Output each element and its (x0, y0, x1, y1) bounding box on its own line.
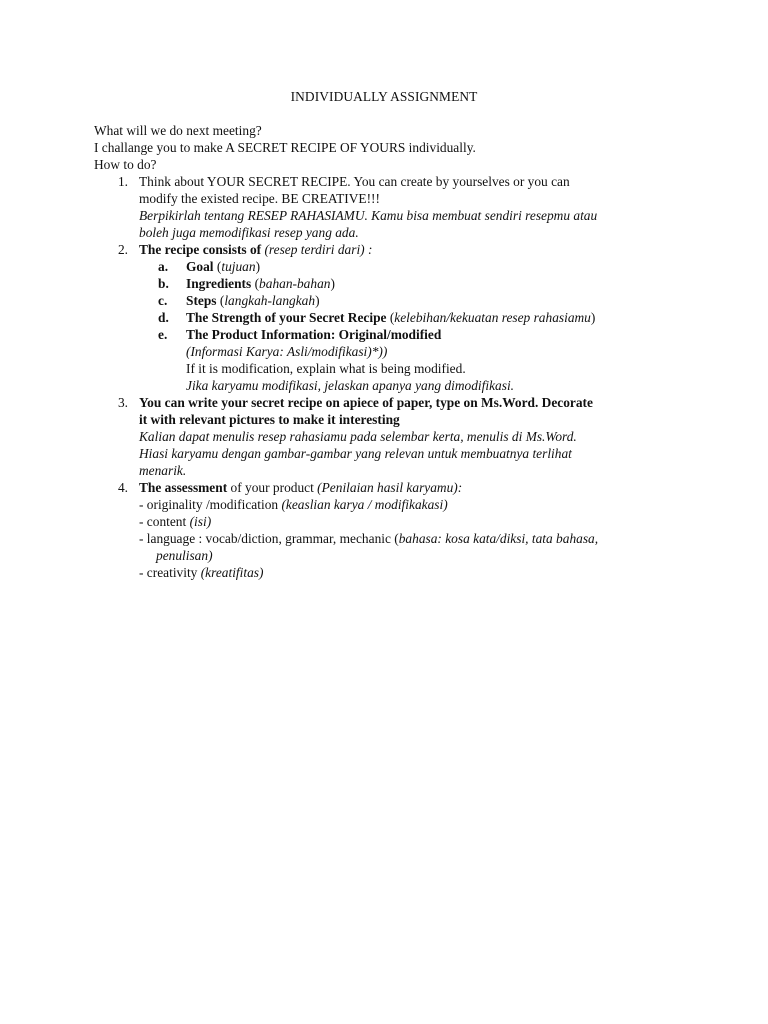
intro-line: How to do? (94, 157, 157, 172)
sub-heading: Steps (186, 293, 217, 308)
criteria-item (94, 496, 694, 513)
sub-heading: Goal (186, 259, 214, 274)
intro-line: I challange you to make A SECRET RECIPE OF YOURS individually. (94, 140, 476, 155)
item-number: 4. (117, 480, 128, 495)
document-body (94, 122, 694, 581)
criteria-label: - language : vocab/diction, grammar, mechanic ( (139, 531, 399, 546)
intro-line: What will we do next meeting? (94, 123, 262, 138)
document-title: INDIVIDUALLY ASSIGNMENT (290, 89, 478, 104)
criteria-label: - originality /modification (139, 497, 282, 512)
item-number: 2. (117, 242, 128, 257)
sub-letter: b. (158, 276, 169, 291)
sub-note-translation: Jika karyamu modifikasi, jelaskan apanya yang dimodifikasi. (186, 378, 515, 393)
item-number: 1. (117, 174, 128, 189)
criteria-translation: (keaslian karya / modifikakasi) (281, 497, 448, 512)
sub-heading: The Strength of your Secret Recipe (186, 310, 387, 325)
sub-heading: The Product Information: Original/modified (186, 327, 442, 342)
criteria-item (94, 530, 694, 547)
sub-translation: tujuan (221, 259, 256, 274)
sub-item-c: c. Steps (langkah-langkah) (158, 293, 320, 308)
sub-note: If it is modification, explain what is being modified. (186, 361, 466, 376)
sub-translation: (Informasi Karya: Asli/modifikasi)*)) (186, 344, 388, 359)
sub-heading: Ingredients (186, 276, 252, 291)
sub-translation: langkah-langkah (224, 293, 316, 308)
item-heading: The assessment (139, 480, 228, 495)
criteria-translation: (isi) (189, 514, 212, 529)
item-translation: (resep terdiri dari) : (261, 242, 373, 257)
item-translation: Kalian dapat menulis resep rahasiamu pada selembar kerta, menulis di Ms.Word. (139, 429, 577, 444)
sub-letter: a. (158, 259, 169, 274)
criteria-item (94, 564, 694, 581)
item-text: of your product (227, 480, 318, 495)
item-translation: Berpikirlah tentang RESEP RAHASIAMU. Kamu bisa membuat sendiri resepmu atau (139, 208, 598, 223)
criteria-translation-continued: penulisan) (156, 548, 213, 563)
item-heading: You can write your secret recipe on apiece of paper, type on Ms.Word. Decorate (139, 395, 593, 410)
list-item-3 (94, 394, 694, 479)
criteria-label: - content (139, 514, 190, 529)
criteria-item (94, 513, 694, 530)
item-number: 3. (117, 395, 128, 410)
criteria-label: - creativity (139, 565, 201, 580)
list-item-1 (94, 173, 694, 241)
item-text: modify the existed recipe. BE CREATIVE!!! (139, 191, 380, 206)
item-translation: boleh juga memodifikasi resep yang ada. (139, 225, 359, 240)
item-heading: The recipe consists of (139, 242, 262, 257)
sub-item-d: d. The Strength of your Secret Recipe (kelebihan/kekuatan resep rahasiamu) (158, 310, 596, 325)
list-item-4 (94, 479, 694, 496)
item-text: Think about YOUR SECRET RECIPE. You can create by yourselves or you can (139, 174, 570, 189)
sub-translation: bahan-bahan (259, 276, 331, 291)
sub-letter: d. (158, 310, 169, 325)
sub-item-e (94, 326, 694, 394)
sub-letter: e. (158, 327, 168, 342)
item-translation: Hiasi karyamu dengan gambar-gambar yang relevan untuk membuatnya terlihat (139, 446, 572, 461)
list-item-2 (94, 241, 694, 258)
criteria-translation: (kreatifitas) (200, 565, 264, 580)
criteria-translation: bahasa: kosa kata/diksi, tata bahasa, (398, 531, 599, 546)
sub-translation: kelebihan/kekuatan resep rahasiamu (394, 310, 591, 325)
item-translation: menarik. (139, 463, 187, 478)
sub-item-a: a. Goal (tujuan) (158, 259, 261, 274)
item-translation: (Penilaian hasil karyamu): (317, 480, 463, 495)
sub-letter: c. (158, 293, 168, 308)
item-heading: it with relevant pictures to make it interesting (139, 412, 400, 427)
sub-item-b: b. Ingredients (bahan-bahan) (158, 276, 335, 291)
